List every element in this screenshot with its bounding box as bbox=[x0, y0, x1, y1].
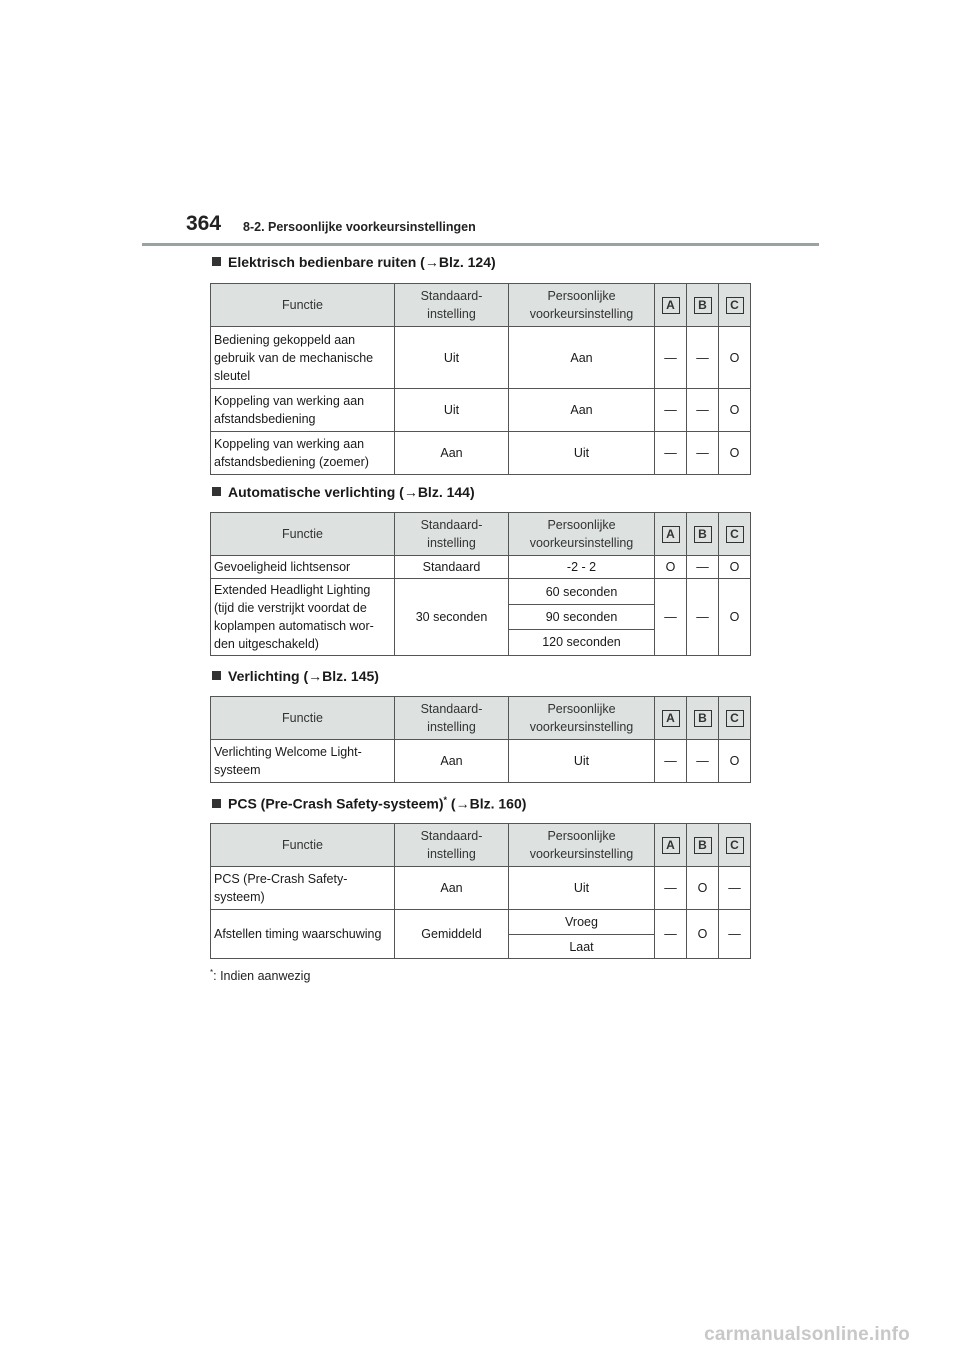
cell-a: — bbox=[655, 910, 687, 959]
table-ruiten bbox=[210, 283, 751, 475]
header-persoonlijk: Persoonlijke voorkeursinstelling bbox=[509, 513, 655, 556]
cell-c: O bbox=[719, 579, 751, 656]
cell-standaard: Aan bbox=[395, 432, 509, 475]
cell-a: — bbox=[655, 740, 687, 783]
table-row bbox=[211, 389, 751, 432]
cell-standaard: Uit bbox=[395, 389, 509, 432]
table-automatische-verlichting bbox=[210, 512, 751, 656]
cell-persoonlijk: Aan bbox=[509, 327, 655, 389]
header-c: C bbox=[719, 824, 751, 867]
header-b: B bbox=[687, 697, 719, 740]
cell-functie: Bediening gekoppeld aan gebruik van de mechanische sleutel bbox=[211, 327, 395, 389]
cell-a: — bbox=[655, 389, 687, 432]
cell-b: — bbox=[687, 556, 719, 579]
header-functie: Functie bbox=[211, 824, 395, 867]
cell-c: O bbox=[719, 327, 751, 389]
section-title-pcs: PCS (Pre-Crash Safety-systeem)* (→Blz. 160) bbox=[212, 795, 526, 812]
cell-a: — bbox=[655, 579, 687, 656]
watermark: carmanualsonline.info bbox=[704, 1324, 910, 1345]
header-functie: Functie bbox=[211, 284, 395, 327]
cell-standaard: Uit bbox=[395, 327, 509, 389]
cell-b: — bbox=[687, 740, 719, 783]
cell-functie: Koppeling van werking aan afstandsbediening (zoemer) bbox=[211, 432, 395, 475]
cell-persoonlijk: Uit bbox=[509, 867, 655, 910]
table-row bbox=[211, 327, 751, 389]
cell-standaard: Gemiddeld bbox=[395, 910, 509, 959]
cell-persoonlijk-option: Vroeg bbox=[509, 910, 655, 935]
square-bullet-icon bbox=[212, 257, 221, 266]
cell-a: — bbox=[655, 432, 687, 475]
chapter-title: 8-2. Persoonlijke voorkeursinstellingen bbox=[243, 220, 476, 234]
header-standaard: Standaard- instelling bbox=[395, 697, 509, 740]
cell-c: — bbox=[719, 867, 751, 910]
cell-a: — bbox=[655, 327, 687, 389]
table-verlichting bbox=[210, 696, 751, 783]
cell-b: O bbox=[687, 910, 719, 959]
cell-c: O bbox=[719, 556, 751, 579]
cell-b: — bbox=[687, 389, 719, 432]
cell-persoonlijk: Aan bbox=[509, 389, 655, 432]
header-persoonlijk: Persoonlijke voorkeursinstelling bbox=[509, 284, 655, 327]
cell-functie: Afstellen timing waarschuwing bbox=[211, 910, 395, 959]
header-divider bbox=[142, 243, 819, 246]
header-standaard: Standaard- instelling bbox=[395, 513, 509, 556]
square-bullet-icon bbox=[212, 671, 221, 680]
table-row bbox=[211, 867, 751, 910]
cell-standaard: Aan bbox=[395, 740, 509, 783]
cell-c: O bbox=[719, 740, 751, 783]
header-functie: Functie bbox=[211, 513, 395, 556]
square-bullet-icon bbox=[212, 799, 221, 808]
header-persoonlijk: Persoonlijke voorkeursinstelling bbox=[509, 697, 655, 740]
header-a: A bbox=[655, 824, 687, 867]
footnote: *: Indien aanwezig bbox=[210, 968, 311, 984]
section-title-ruiten: Elektrisch bedienbare ruiten (→Blz. 124) bbox=[212, 254, 496, 270]
cell-persoonlijk-option: 90 seconden bbox=[509, 605, 655, 629]
cell-persoonlijk-option: Laat bbox=[509, 935, 655, 959]
table-header-row bbox=[211, 513, 751, 556]
header-a: A bbox=[655, 697, 687, 740]
header-c: C bbox=[719, 284, 751, 327]
header-b: B bbox=[687, 824, 719, 867]
cell-functie: PCS (Pre-Crash Safety- systeem) bbox=[211, 867, 395, 910]
cell-a: O bbox=[655, 556, 687, 579]
cell-persoonlijk-option: 60 seconden bbox=[509, 579, 655, 605]
cell-standaard: Aan bbox=[395, 867, 509, 910]
cell-b: — bbox=[687, 432, 719, 475]
page-number: 364 bbox=[186, 212, 222, 235]
table-header-row bbox=[211, 284, 751, 327]
header-c: C bbox=[719, 697, 751, 740]
section-title-automatische-verlichting: Automatische verlichting (→Blz. 144) bbox=[212, 484, 475, 500]
table-header-row bbox=[211, 824, 751, 867]
cell-b: — bbox=[687, 579, 719, 656]
table-row bbox=[211, 740, 751, 783]
cell-b: — bbox=[687, 327, 719, 389]
section-title-verlichting: Verlichting (→Blz. 145) bbox=[212, 668, 379, 684]
cell-functie: Koppeling van werking aan afstandsbediening bbox=[211, 389, 395, 432]
cell-c: O bbox=[719, 389, 751, 432]
header-a: A bbox=[655, 284, 687, 327]
header-b: B bbox=[687, 284, 719, 327]
table-row bbox=[211, 432, 751, 475]
cell-c: O bbox=[719, 432, 751, 475]
cell-a: — bbox=[655, 867, 687, 910]
table-row bbox=[211, 556, 751, 579]
cell-c: — bbox=[719, 910, 751, 959]
table-pcs bbox=[210, 823, 751, 959]
cell-functie: Verlichting Welcome Light- systeem bbox=[211, 740, 395, 783]
header-standaard: Standaard- instelling bbox=[395, 284, 509, 327]
cell-b: O bbox=[687, 867, 719, 910]
cell-standaard: Standaard bbox=[395, 556, 509, 579]
cell-functie: Gevoeligheid lichtsensor bbox=[211, 556, 395, 579]
header-persoonlijk: Persoonlijke voorkeursinstelling bbox=[509, 824, 655, 867]
header-standaard: Standaard- instelling bbox=[395, 824, 509, 867]
cell-functie: Extended Headlight Lighting (tijd die verstrijkt voordat de koplampen automatisch wor- den uitgeschakeld) bbox=[211, 579, 395, 656]
header-a: A bbox=[655, 513, 687, 556]
table-row bbox=[211, 910, 751, 935]
cell-persoonlijk: Uit bbox=[509, 432, 655, 475]
table-row bbox=[211, 579, 751, 605]
header-functie: Functie bbox=[211, 697, 395, 740]
cell-persoonlijk: Uit bbox=[509, 740, 655, 783]
header-b: B bbox=[687, 513, 719, 556]
table-header-row bbox=[211, 697, 751, 740]
cell-persoonlijk: -2 - 2 bbox=[509, 556, 655, 579]
square-bullet-icon bbox=[212, 487, 221, 496]
header-c: C bbox=[719, 513, 751, 556]
cell-standaard: 30 seconden bbox=[395, 579, 509, 656]
cell-persoonlijk-option: 120 seconden bbox=[509, 629, 655, 655]
